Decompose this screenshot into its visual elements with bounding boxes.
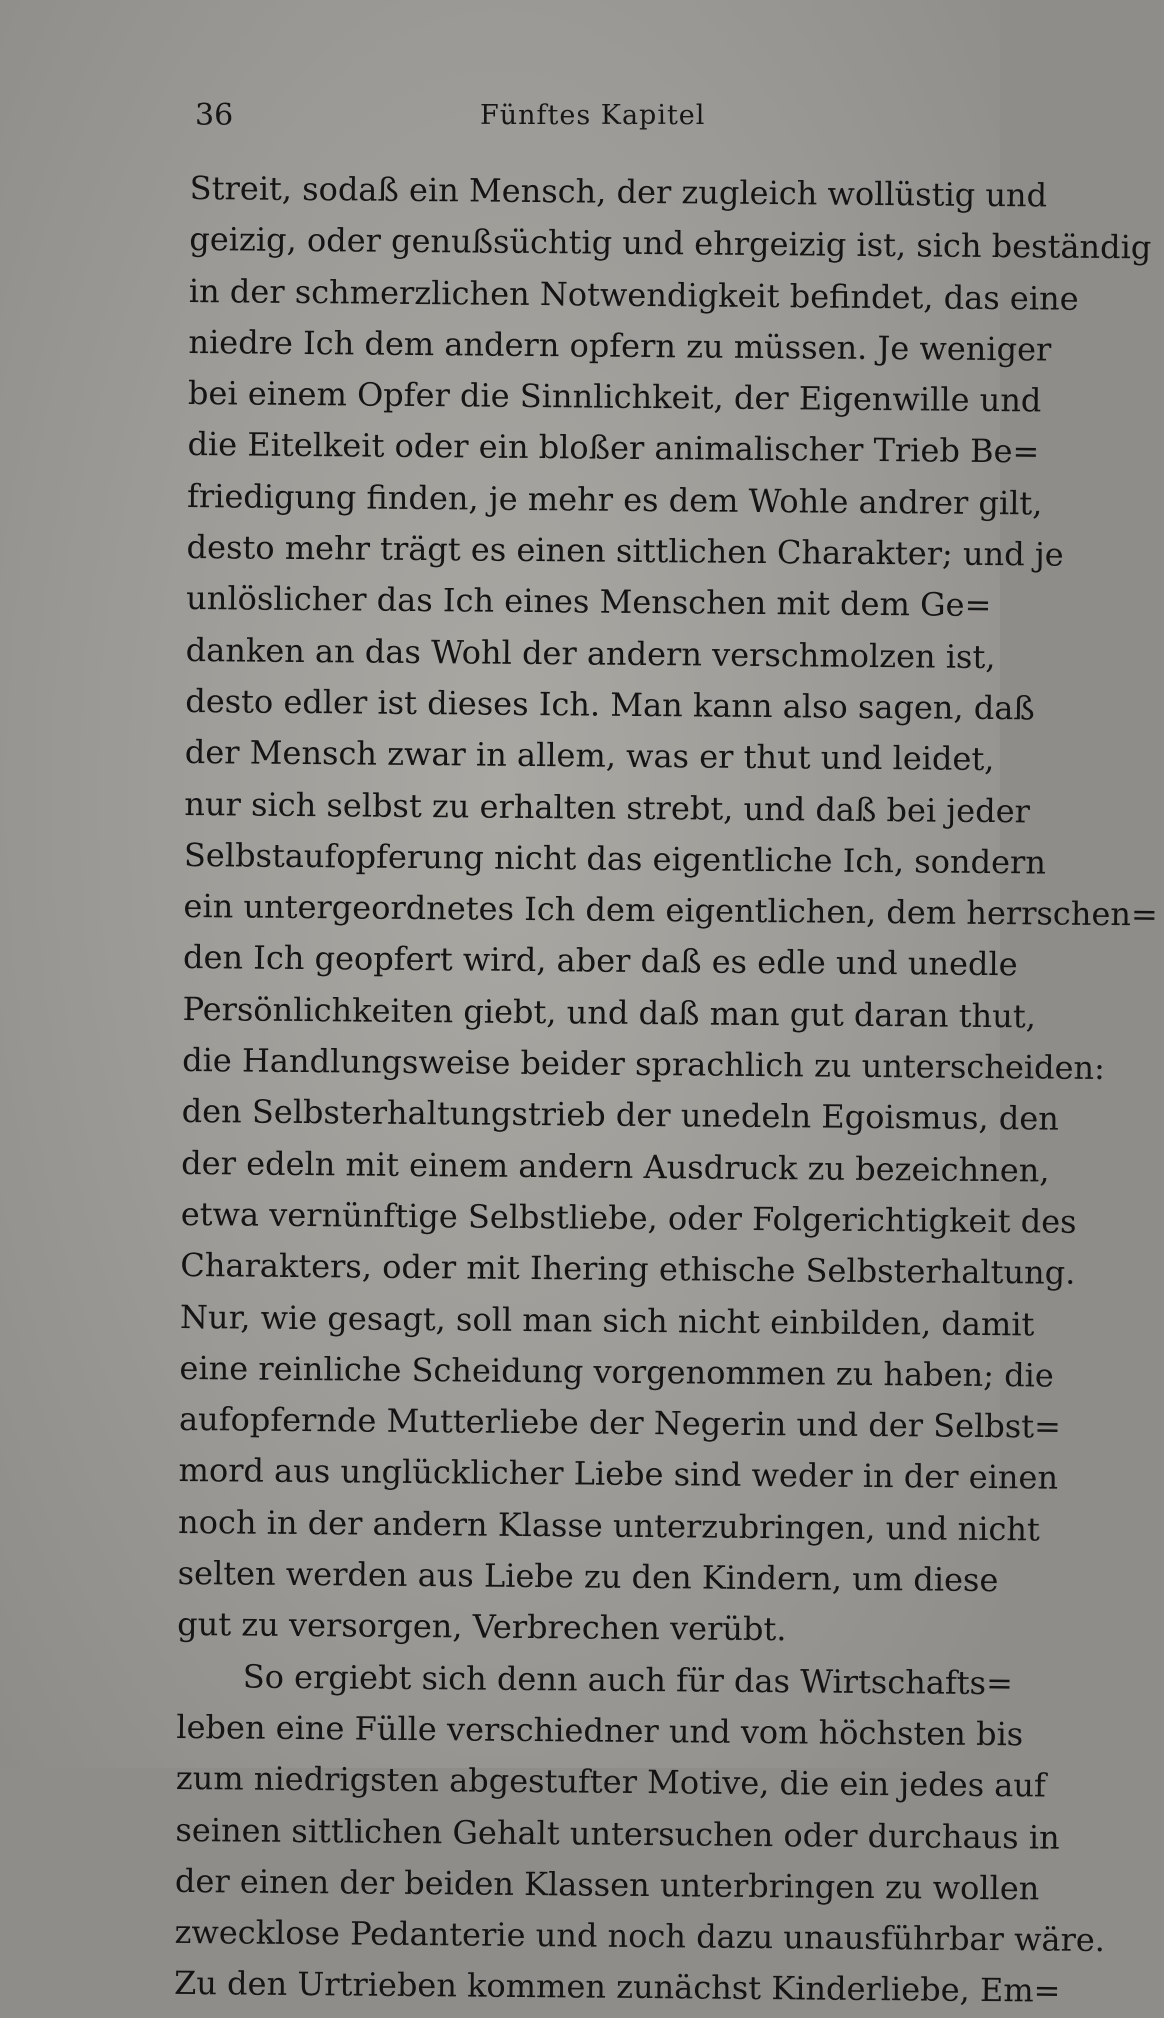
text-line: den Ich geopfert wird, aber daß es edle und unedle xyxy=(182,938,1018,984)
text-line: Nur, wie gesagt, soll man sich nicht einbilden, damit xyxy=(179,1297,1035,1343)
text-line: Persönlichkeiten giebt, und daß man gut daran thut, xyxy=(182,989,1037,1036)
text-line: noch in der andern Klasse unterzubringen, und nicht xyxy=(177,1502,1041,1549)
text-line: zum niedrigsten abgestufter Motive, die ein jedes auf xyxy=(175,1759,1046,1805)
text-line: eine reinliche Scheidung vorgenommen zu haben; die xyxy=(179,1348,1054,1395)
text-line-paragraph-end: gut zu versorgen, Verbrechen verübt. xyxy=(177,1605,787,1649)
text-line: etwa vernünftige Selbstliebe, oder Folgerichtigkeit des xyxy=(180,1194,1077,1241)
text-line: der Mensch zwar in allem, was er thut und leidet, xyxy=(184,733,995,779)
text-line: die Eitelkeit oder ein bloßer animalischer Trieb Be= xyxy=(187,425,1040,471)
text-line: den Selbsterhaltungstrieb der unedeln Egoismus, den xyxy=(181,1092,1060,1138)
text-line: Charakters, oder mit Ihering ethische Selbsterhaltung. xyxy=(180,1246,1076,1293)
text-line: danken an das Wohl der andern verschmolzen ist, xyxy=(185,630,996,676)
text-line: der edeln mit einem andern Ausdruck zu bezeichnen, xyxy=(181,1143,1050,1190)
text-line: desto mehr trägt es einen sittlichen Charakter; und je xyxy=(186,528,1064,574)
text-line: nur sich selbst zu erhalten strebt, und daß bei jeder xyxy=(184,784,1031,830)
text-line: Streit, sodaß ein Mensch, der zugleich wollüstig und xyxy=(189,168,1048,215)
text-line: Zu den Urtrieben kommen zunächst Kinderliebe, Em= xyxy=(173,1964,1061,2011)
text-line: aufopfernde Mutterliebe der Negerin und der Selbst= xyxy=(178,1400,1062,1446)
text-line: bei einem Opfer die Sinnlichkeit, der Eigenwille und xyxy=(187,374,1042,420)
text-line: die Handlungsweise beider sprachlich zu unterscheiden: xyxy=(182,1041,1106,1088)
text-line: seinen sittlichen Gehalt untersuchen oder durchaus in xyxy=(175,1810,1060,1857)
text-line: selten werden aus Liebe zu den Kindern, um diese xyxy=(177,1553,999,1600)
text-line: leben eine Fülle verschiedner und vom höchsten bis xyxy=(176,1707,1024,1754)
text-line: zwecklose Pedanterie und noch dazu unausführbar wäre. xyxy=(174,1913,1106,1960)
text-line: niedre Ich dem andern opfern zu müssen. Je weniger xyxy=(188,322,1052,369)
text-line: mord aus unglücklicher Liebe sind weder in der einen xyxy=(178,1451,1059,1498)
text-line-paragraph-start: So ergiebt sich denn auch für das Wirtschafts= xyxy=(242,1657,1014,1702)
text-line: Selbstaufopferung nicht das eigentliche Ich, sondern xyxy=(183,835,1047,882)
text-line: desto edler ist dieses Ich. Man kann also sagen, daß xyxy=(185,681,1035,728)
text-line: geizig, oder genußsüchtig und ehrgeizig ist, sich beständig xyxy=(189,220,1152,267)
running-title: Fünftes Kapitel xyxy=(480,100,706,131)
body-text xyxy=(173,163,1158,2011)
text-line: ein untergeordnetes Ich dem eigentlichen, dem herrschen= xyxy=(183,887,1158,934)
text-line: der einen der beiden Klassen unterbringen zu wollen xyxy=(174,1861,1040,1908)
page-header xyxy=(195,98,955,138)
page-number: 36 xyxy=(195,98,234,133)
text-line: unlöslicher das Ich eines Menschen mit dem Ge= xyxy=(186,579,992,625)
text-line: friedigung finden, je mehr es dem Wohle andrer gilt, xyxy=(186,476,1043,523)
text-line: in der schmerzlichen Notwendigkeit befindet, das eine xyxy=(188,271,1079,318)
